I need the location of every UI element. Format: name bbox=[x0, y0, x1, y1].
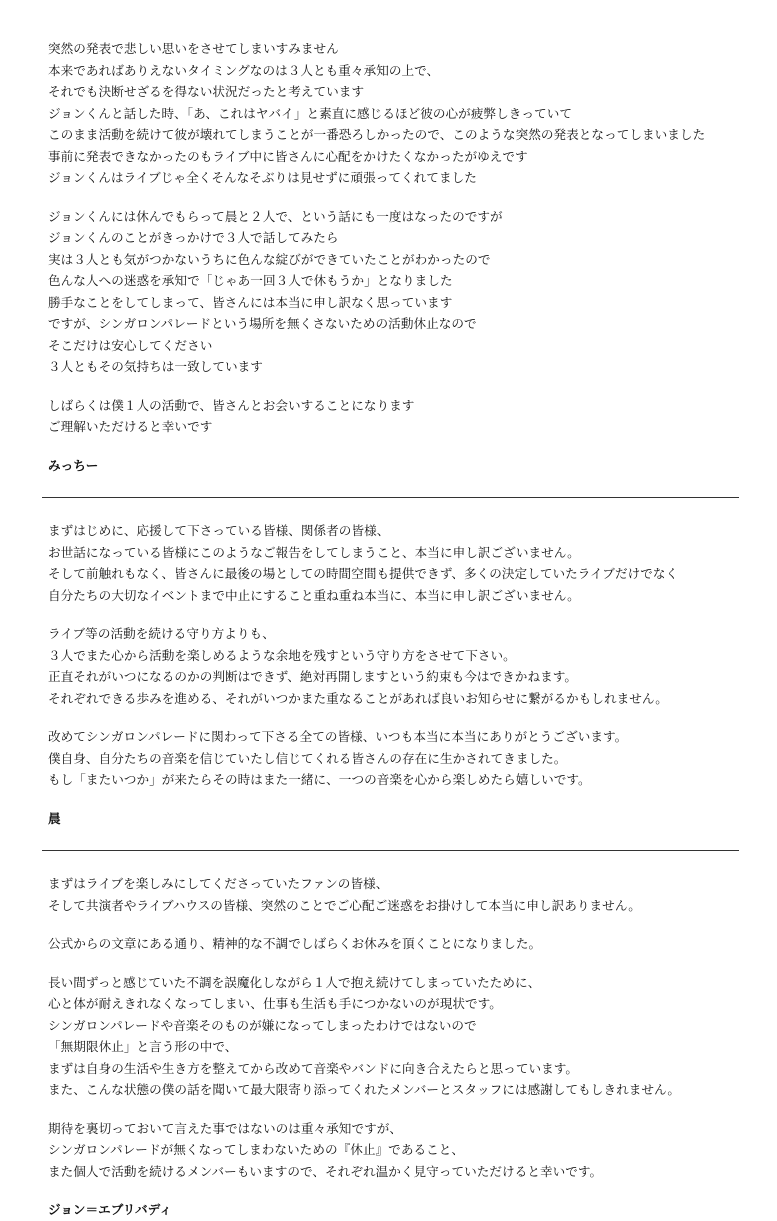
text-line: 「無期限休止」と言う形の中で、 bbox=[48, 1039, 238, 1054]
signature: みっちー bbox=[48, 457, 99, 473]
text-line: ライブ等の活動を続ける守り方よりも、 bbox=[48, 626, 275, 641]
text-line: 事前に発表できなかったのもライブ中に皆さんに心配をかけたくなかったがゆえです bbox=[48, 148, 528, 164]
text-line: そして共演者やライブハウスの皆様、突然のことでご心配ご迷惑をお掛けして本当に申し訳ありません。 bbox=[48, 897, 641, 913]
text-line: ですが、シンガロンパレードという場所を無くさないための活動休止なので bbox=[48, 316, 477, 331]
text-line: ジョンくんと話した時、「あ、これはヤバイ」と素直に感じるほど彼の心が疲弊しきっていて bbox=[48, 105, 572, 121]
text-line: 心と体が耐えきれなくなってしまい、仕事も生活も手につかないのが現状です。 bbox=[48, 996, 502, 1011]
text-line: シンガロンパレードが無くなってしまわないための『休止』であること、 bbox=[48, 1142, 465, 1157]
text-line: そこだけは安心してください bbox=[48, 337, 213, 353]
member-statement-3 bbox=[48, 873, 733, 1221]
paragraph bbox=[48, 395, 733, 438]
text-line: ご理解いただけると幸いです bbox=[48, 419, 213, 434]
text-line: 実は３人とも気がつかないうちに色んな綻びができていたことがわかったので bbox=[48, 251, 491, 267]
member-statement-1 bbox=[48, 38, 733, 476]
paragraph bbox=[48, 933, 733, 955]
section-divider bbox=[42, 850, 739, 851]
section-divider bbox=[42, 497, 739, 498]
text-line: また個人で活動を続けるメンバーもいますので、それぞれ温かく見守っていただけると幸いです。 bbox=[48, 1163, 603, 1179]
text-line: ３人でまた心から活動を楽しめるような余地を残すという守り方をさせて下さい。 bbox=[48, 647, 516, 663]
text-line: ジョンくんはライブじゃ全くそんなそぶりは見せずに頑張ってくれてました bbox=[48, 170, 477, 185]
paragraph bbox=[48, 206, 733, 378]
text-line: もし「またいつか」が来たらその時はまた一緒に、一つの音楽を心から楽しめたら嬉しいです。 bbox=[48, 772, 591, 787]
text-line: 期待を裏切っておいて言えた事ではないのは重々承知ですが、 bbox=[48, 1120, 403, 1136]
signature: ジョン＝エブリバディ bbox=[48, 1202, 172, 1217]
paragraph bbox=[48, 38, 733, 189]
paragraph bbox=[48, 873, 733, 916]
signature: 晨 bbox=[48, 810, 61, 826]
text-line: 自分たちの大切なイベントまで中止にすること重ね重ね本当に、本当に申し訳ございません。 bbox=[48, 587, 580, 603]
text-line: 正直それがいつになるのかの判断はできず、絶対再開しますという約束も今はできかねます。 bbox=[48, 669, 578, 684]
member-statement-2 bbox=[48, 520, 733, 829]
text-line: ３人ともその気持ちは一致しています bbox=[48, 359, 263, 374]
text-line: 突然の発表で悲しい思いをさせてしまいすみません bbox=[48, 41, 339, 56]
text-line: 色んな人への迷惑を承知で「じゃあ一回３人で休もうか」となりました bbox=[48, 273, 453, 288]
text-line: それでも決断せざるを得ない状況だったと考えています bbox=[48, 84, 365, 99]
text-line: ジョンくんのことがきっかけで３人で話してみたら bbox=[48, 230, 339, 245]
text-line: 本来であればありえないタイミングなのは３人とも重々承知の上で、 bbox=[48, 62, 440, 78]
statement-body bbox=[48, 38, 733, 1221]
text-line: また、こんな状態の僕の話を聞いて最大限寄り添ってくれたメンバーとスタッフには感謝してもしきれません。 bbox=[48, 1082, 681, 1097]
text-line: しばらくは僕１人の活動で、皆さんとお会いすることになります bbox=[48, 397, 415, 413]
text-line: 僕自身、自分たちの音楽を信じていたし信じてくれる皆さんの存在に生かされてきました。 bbox=[48, 750, 567, 766]
text-line: 勝手なことをしてしまって、皆さんには本当に申し訳なく思っています bbox=[48, 294, 453, 310]
text-line: お世話になっている皆様にこのようなご報告をしてしまうこと、本当に申し訳ございません。 bbox=[48, 544, 580, 560]
paragraph bbox=[48, 520, 733, 606]
text-line: まずはじめに、応援して下さっている皆様、関係者の皆様、 bbox=[48, 523, 390, 538]
text-line: シンガロンパレードや音楽そのものが嫌になってしまったわけではないので bbox=[48, 1017, 477, 1033]
text-line: そして前触れもなく、皆さんに最後の場としての時間空間も提供できず、多くの決定していたライブだけでなく bbox=[48, 566, 679, 581]
text-line: まずはライブを楽しみにしてくださっていたファンの皆様、 bbox=[48, 876, 389, 891]
text-line: 公式からの文章にある通り、精神的な不調でしばらくお休みを頂くことになりました。 bbox=[48, 936, 542, 951]
paragraph bbox=[48, 1118, 733, 1183]
text-line: 改めてシンガロンパレードに関わって下さる全ての皆様、いつも本当に本当にありがとうございます。 bbox=[48, 729, 628, 744]
text-line: まずは自身の生活や生き方を整えてから改めて音楽やバンドに向き合えたらと思っています。 bbox=[48, 1060, 579, 1076]
text-line: ジョンくんには休んでもらって晨と２人で、という話にも一度はなったのですが bbox=[48, 208, 503, 224]
text-line: それぞれできる歩みを進める、それがいつかまた重なることがあれば良いお知らせに繋がるかもしれません。 bbox=[48, 690, 668, 706]
paragraph bbox=[48, 726, 733, 791]
paragraph bbox=[48, 972, 733, 1101]
text-line: このまま活動を続けて彼が壊れてしまうことが一番恐ろしかったので、このような突然の発表となってしまいました bbox=[48, 127, 706, 142]
paragraph bbox=[48, 623, 733, 709]
text-line: 長い間ずっと感じていた不調を誤魔化しながら１人で抱え続けてしまっていたために、 bbox=[48, 974, 541, 990]
